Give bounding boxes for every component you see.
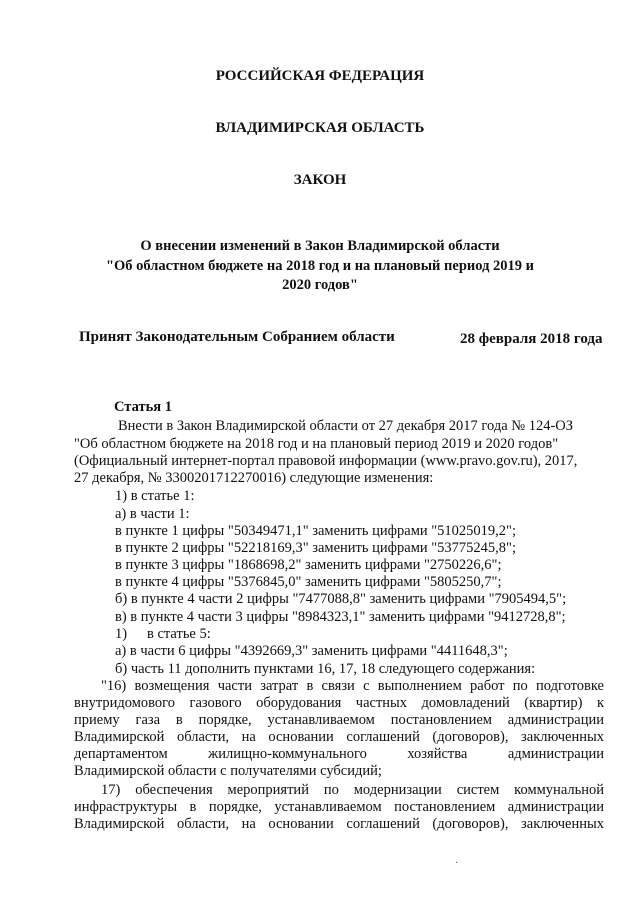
text-line: в пункте 2 цифры "52218169,3" заменить цифрами "53775245,8"; (115, 540, 517, 556)
text-line: 27 декабря, № 3300201712270016) следующие изменения: (74, 470, 434, 486)
text-line: а) в части 6 цифры "4392669,3" заменить цифрами "4411648,3"; (115, 643, 508, 659)
law-title-line-3: 2020 годов" (282, 277, 358, 293)
text-line: "Об областном бюджете на 2018 год и на плановый период 2019 и 2020 годов" (74, 436, 559, 452)
text-line: Внести в Закон Владимирской области от 27 декабря 2017 года № 124-ОЗ (118, 418, 574, 434)
text-line: в пункте 4 цифры "5376845,0" заменить цифрами "5805250,7"; (115, 574, 502, 590)
law-title-line-1: О внесении изменений в Закон Владимирской области (140, 238, 500, 254)
article-heading: Статья 1 (114, 399, 172, 415)
page-mark: · (455, 858, 459, 869)
text-line: в статье 5: (147, 626, 211, 642)
document-type-heading: ЗАКОН (293, 172, 347, 188)
list-number: 1) (115, 626, 128, 642)
text-line: департаментом жилищно-коммунального хозяйства администрации (74, 746, 604, 762)
text-line: в пункте 3 цифры "1868698,2" заменить цифрами "2750226,6"; (115, 557, 502, 573)
text-line: приему газа в порядке, устанавливаемом постановлением администрации (74, 712, 604, 728)
text-line: "16) возмещения части затрат в связи с выполнением работ по подготовке (101, 678, 604, 694)
text-line: инфраструктуры в порядке, устанавливаемом постановлением администрации (74, 799, 604, 815)
text-line: б) в пункте 4 части 2 цифры "7477088,8" заменить цифрами "7905494,5"; (115, 591, 567, 607)
text-line: Владимирской области, на основании соглашений (договоров), заключенных (74, 729, 604, 745)
country-heading: РОССИЙСКАЯ ФЕДЕРАЦИЯ (215, 68, 425, 84)
text-line: в пункте 1 цифры "50349471,1" заменить цифрами "51025019,2"; (115, 523, 517, 539)
text-line: в) в пункте 4 части 3 цифры "8984323,1" заменить цифрами "9412728,8"; (115, 609, 566, 625)
text-line: Владимирской области с получателями субсидий; (74, 763, 382, 779)
law-title-line-2: "Об областном бюджете на 2018 год и на плановый период 2019 и (105, 258, 535, 274)
adoption-statement: Принят Законодательным Собранием области (79, 329, 395, 345)
adoption-date: 28 февраля 2018 года (460, 331, 603, 347)
text-line: (Официальный интернет-портал правовой информации (www.pravo.gov.ru), 2017, (74, 453, 578, 469)
text-line: внутридомового газового оборудования частных домовладений (квартир) к (74, 695, 604, 711)
region-heading: ВЛАДИМИРСКАЯ ОБЛАСТЬ (215, 120, 425, 136)
text-line: Владимирской области, на основании соглашений (договоров), заключенных (74, 816, 604, 832)
text-line: 17) обеспечения мероприятий по модернизации систем коммунальной (101, 782, 604, 798)
text-line: 1) в статье 1: (115, 488, 195, 504)
text-line: а) в части 1: (115, 506, 190, 522)
text-line: б) часть 11 дополнить пунктами 16, 17, 18 следующего содержания: (115, 661, 536, 677)
